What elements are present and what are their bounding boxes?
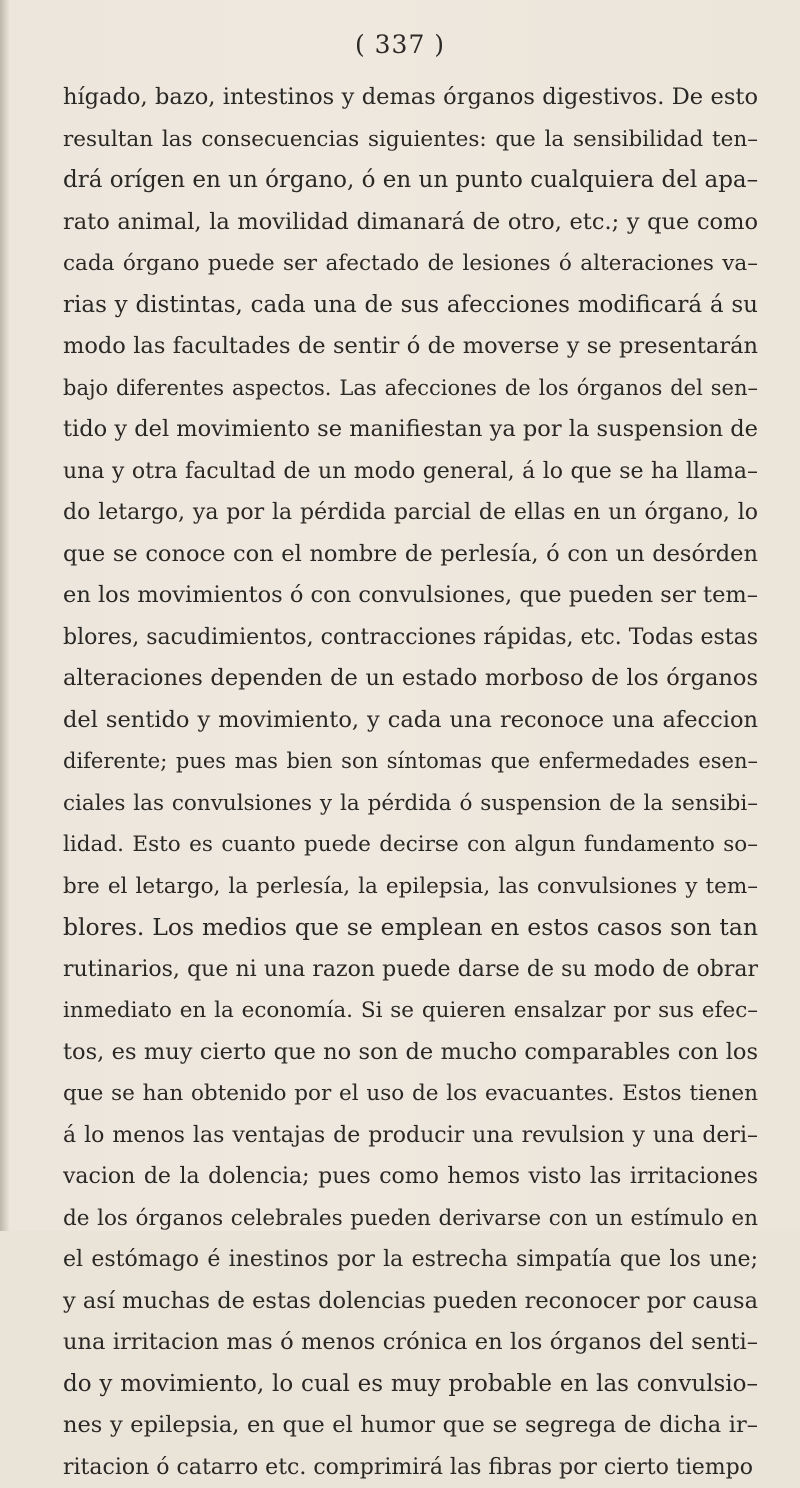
text-line: una y otra facultad de un modo general, á lo que se ha llama– [63, 451, 758, 493]
text-line: ciales las convulsiones y la pérdida ó suspension de la sensibi– [63, 783, 758, 825]
text-line: resultan las consecuencias siguientes: que la sensibilidad ten– [63, 119, 758, 161]
text-line: tos, es muy cierto que no son de mucho comparables con los [63, 1032, 758, 1074]
text-line: bre el letargo, la perlesía, la epilepsia, las convulsiones y tem– [63, 866, 758, 908]
text-line: alteraciones dependen de un estado morboso de los órganos [63, 658, 758, 700]
text-line: una irritacion mas ó menos crónica en los órganos del senti– [63, 1322, 758, 1364]
gutter-shadow [0, 0, 10, 1231]
text-line: rias y distintas, cada una de sus afecciones modificará á su [63, 285, 758, 327]
body-text [63, 77, 758, 1488]
text-line: que se conoce con el nombre de perlesía, ó con un desórden [63, 534, 758, 576]
text-line: el estómago é inestinos por la estrecha simpatía que los une; [63, 1239, 758, 1281]
text-line: del sentido y movimiento, y cada una reconoce una afeccion [63, 700, 758, 742]
text-line: do y movimiento, lo cual es muy probable en las convulsio– [63, 1364, 758, 1406]
text-line: blores. Los medios que se emplean en estos casos son tan [63, 907, 758, 949]
text-line: tido y del movimiento se manifiestan ya por la suspension de [63, 409, 758, 451]
text-line: ritacion ó catarro etc. comprimirá las fibras por cierto tiempo [63, 1447, 758, 1488]
text-line: bajo diferentes aspectos. Las afecciones de los órganos del sen– [63, 368, 758, 410]
text-line: diferente; pues mas bien son síntomas que enfermedades esen– [63, 741, 758, 783]
text-line: modo las facultades de sentir ó de moverse y se presentarán [63, 326, 758, 368]
text-line: que se han obtenido por el uso de los evacuantes. Estos tienen [63, 1073, 758, 1115]
text-line: á lo menos las ventajas de producir una revulsion y una deri– [63, 1115, 758, 1157]
text-line: en los movimientos ó con convulsiones, que pueden ser tem– [63, 575, 758, 617]
text-line: vacion de la dolencia; pues como hemos visto las irritaciones [63, 1156, 758, 1198]
text-line: inmediato en la economía. Si se quieren ensalzar por sus efec– [63, 990, 758, 1032]
text-line: blores, sacudimientos, contracciones rápidas, etc. Todas estas [63, 617, 758, 659]
text-line: nes y epilepsia, en que el humor que se segrega de dicha ir– [63, 1405, 758, 1447]
text-line: rutinarios, que ni una razon puede darse de su modo de obrar [63, 949, 758, 991]
text-line: rato animal, la movilidad dimanará de otro, etc.; y que como [63, 202, 758, 244]
text-line: do letargo, ya por la pérdida parcial de ellas en un órgano, lo [63, 492, 758, 534]
text-line: de los órganos celebrales pueden derivarse con un estímulo en [63, 1198, 758, 1240]
text-line: lidad. Esto es cuanto puede decirse con algun fundamento so– [63, 824, 758, 866]
text-line: drá orígen en un órgano, ó en un punto cualquiera del apa– [63, 160, 758, 202]
page-number: ( 337 ) [0, 30, 800, 59]
text-line: y así muchas de estas dolencias pueden reconocer por causa [63, 1281, 758, 1323]
text-line: cada órgano puede ser afectado de lesiones ó alteraciones va– [63, 243, 758, 285]
text-line: hígado, bazo, intestinos y demas órganos digestivos. De esto [63, 77, 758, 119]
